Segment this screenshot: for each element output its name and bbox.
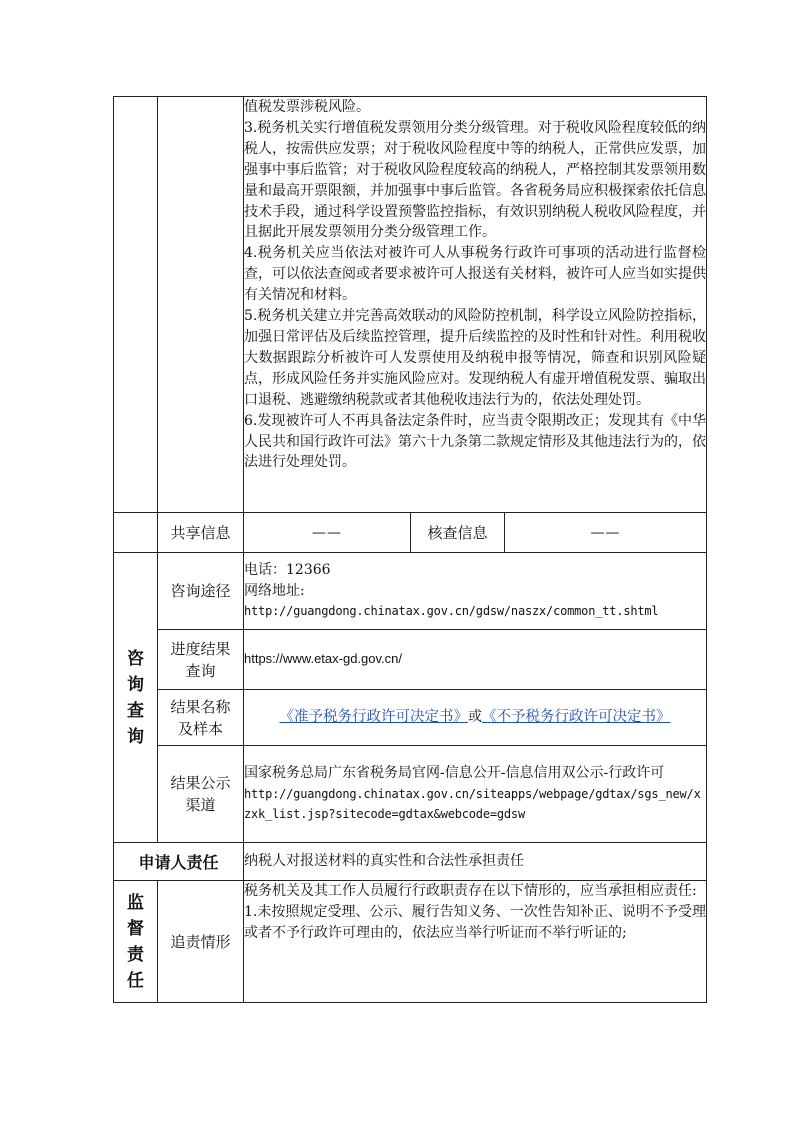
accountability-intro: 税务机关及其工作人员履行行政职责存在以下情形的，应当承担相应责任: (244, 883, 697, 899)
check-info-value: —— (505, 513, 707, 553)
accountability-text (244, 881, 707, 1003)
consult-channel-value (244, 553, 707, 630)
document-table (113, 96, 707, 1003)
paragraph: 4.税务机关应当依法对被许可人从事税务行政许可事项的活动进行监督检查，可以依法查阅或者要求被许可人报送有关材料，被许可人应当如实提供有关情况和材料。 (244, 245, 707, 304)
rejection-decision-link[interactable]: 《不予税务行政许可决定书》 (482, 709, 671, 726)
supervision-section-label: 监 督 责 任 (114, 881, 158, 1003)
accountability-item: 1.未按照规定受理、公示、履行告知义务、一次性告知补正、说明不予受理或者不予行政许可理由的，依法应当举行听证而不举行听证的; (244, 903, 707, 941)
supervision-measures-text (244, 97, 707, 513)
accountability-label: 追责情形 (158, 881, 244, 1003)
result-publish-row (114, 746, 707, 843)
applicant-responsibility-row (114, 843, 707, 881)
phone-number: 电话：12366 (244, 561, 331, 578)
progress-query-label: 进度结果 查询 (158, 630, 244, 690)
applicant-responsibility-label: 申请人责任 (114, 843, 244, 881)
progress-query-row (114, 630, 707, 690)
publish-channel-link[interactable]: http://guangdong.chinatax.gov.cn/siteapps/webpage/gdtax/sgs_new/xzxk_list.jsp?sitecode=gdtax&webcode=gdsw (244, 786, 701, 822)
consult-section-label: 咨 询 查 询 (114, 553, 158, 843)
paragraph: 6.发现被许可人不再具备法定条件时，应当责令限期改正；发现其有《中华人民共和国行政许可法》第六十九条第二款规定情形及其他违法行为的，依法进行处理处罚。 (244, 412, 707, 471)
publish-channel-text: 国家税务总局广东省税务局官网-信息公开-信息信用双公示-行政许可 (244, 764, 665, 781)
share-info-label: 共享信息 (158, 513, 244, 553)
paragraph: 3.税务机关实行增值税发票领用分类分级管理。对于税收风险程度较低的纳税人，按需供应发票；对于税收风险程度中等的纳税人，正常供应发票，加强事中事后监管；对于税收风险程度较高的纳税人，严格控制其发票领用数量和最高开票限额，并加强事中事后监管。各省税务局应积极探索依托信息技术手段，通过科学设置预警监控指标，有效识别纳税人税收风险程度，并且据此开展发票领用分类分级管理工作。 (244, 119, 707, 241)
paragraph: 值税发票涉税风险。 (244, 99, 370, 115)
web-address-label: 网络地址: (244, 582, 305, 599)
approval-decision-link[interactable]: 《准予税务行政许可决定书》 (279, 709, 469, 726)
applicant-responsibility-text: 纳税人对报送材料的真实性和合法性承担责任 (244, 843, 707, 881)
consult-channel-label: 咨询途径 (158, 553, 244, 630)
result-sample-value (244, 690, 707, 746)
share-info-row (114, 513, 707, 553)
blank-left-cell (114, 97, 158, 513)
share-info-value: —— (244, 513, 411, 553)
blank-left-cell (114, 513, 158, 553)
or-text: 或 (468, 709, 483, 726)
result-publish-label: 结果公示 渠道 (158, 746, 244, 843)
supervision-responsibility-row (114, 881, 707, 1003)
blank-label-cell (158, 97, 244, 513)
result-sample-label: 结果名称 及样本 (158, 690, 244, 746)
supervision-measures-row (114, 97, 707, 513)
paragraph: 5.税务机关建立并完善高效联动的风险防控机制，科学设立风险防控指标，加强日常评估及后续监控管理，提升后续监控的及时性和针对性。利用税收大数据跟踪分析被许可人发票使用及纳税申报等情况，筛查和识别风险疑点，形成风险任务并实施风险应对。发现纳税人有虚开增值税发票、骗取出口退税、逃避缴纳税款或者其他税收违法行为的，依法处理处罚。 (244, 308, 707, 408)
result-sample-row (114, 690, 707, 746)
consult-channel-row (114, 553, 707, 630)
progress-query-link[interactable]: https://www.etax-gd.gov.cn/ (244, 630, 707, 690)
check-info-label: 核查信息 (411, 513, 505, 553)
result-publish-value (244, 746, 707, 843)
web-address-link[interactable]: http://guangdong.chinatax.gov.cn/gdsw/naszx/common_tt.shtml (244, 604, 659, 619)
